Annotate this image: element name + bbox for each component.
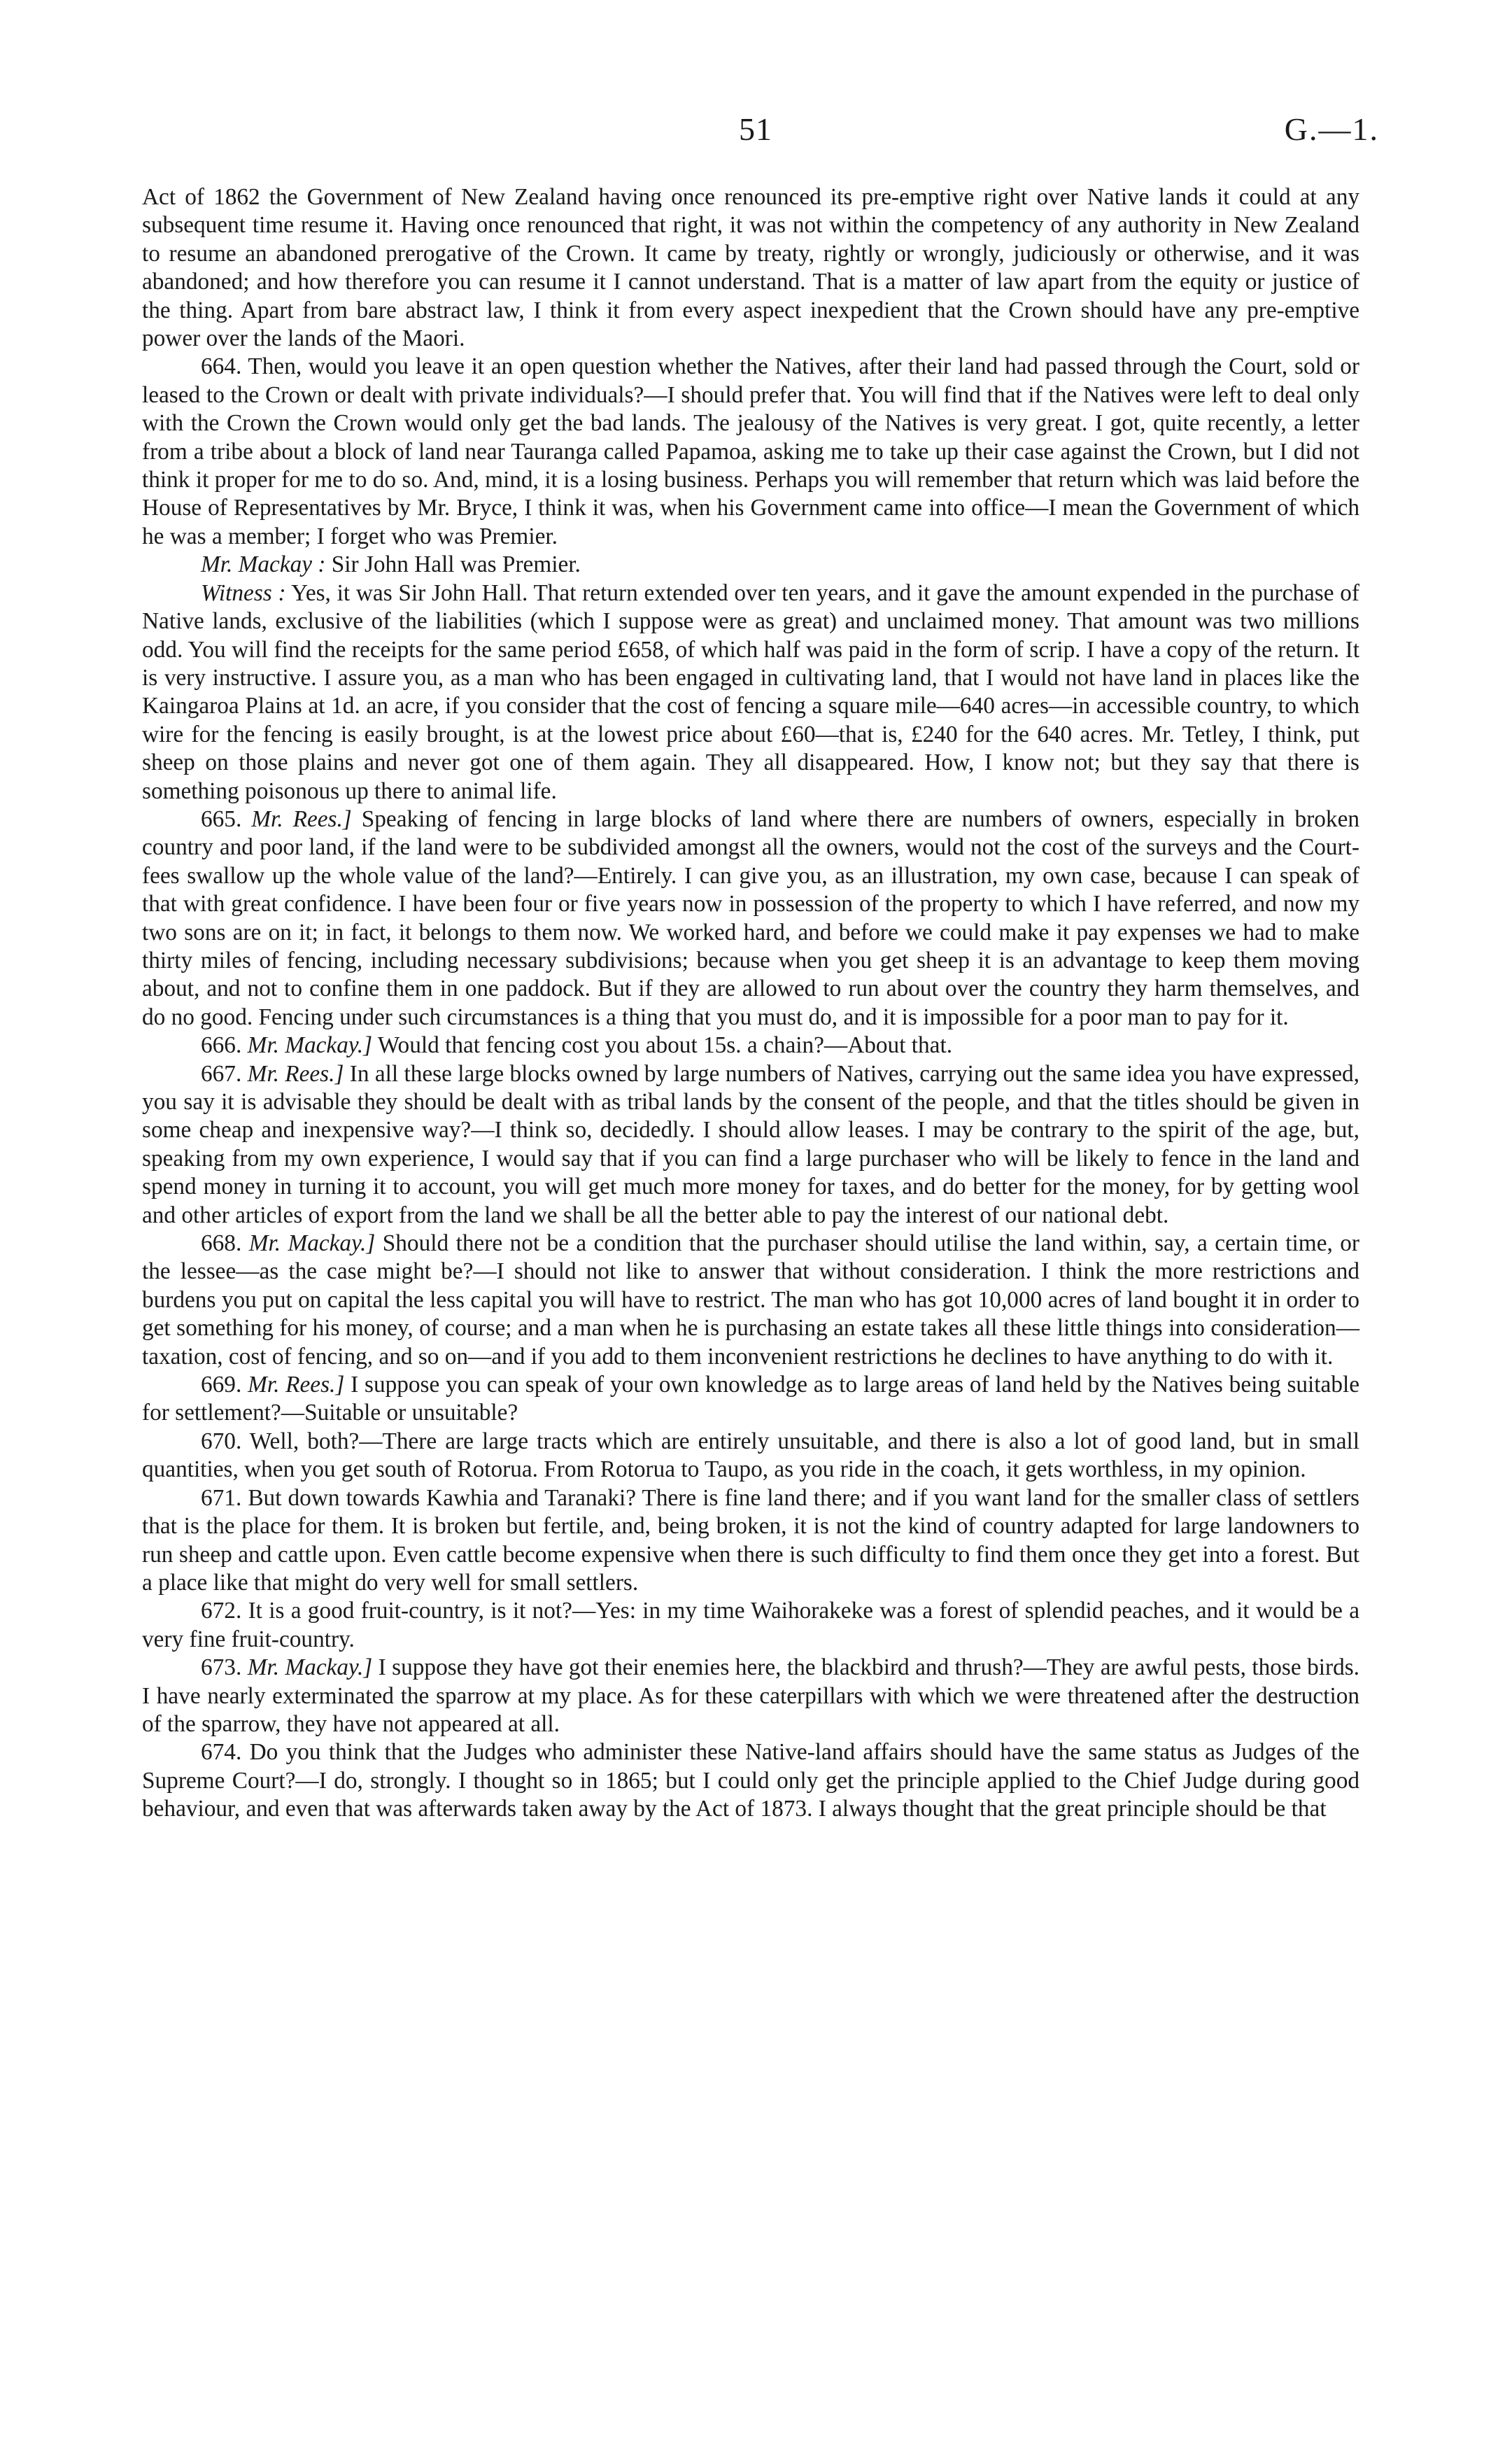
paragraph-text: I suppose you can speak of your own knowledge as to large areas of land held by the Natives being suitable for settlement?—Suitable or unsuitable? [142, 1372, 1360, 1426]
speaker-label: Witness : [201, 579, 286, 606]
paragraph-text: 671. But down towards Kawhia and Taranaki? There is fine land there; and if you want land for the smaller class of settlers that is the place for them. It is broken but fertile, and, being broken, it is not the kind of country adapted for large landowners to run sheep and cattle upon. Even cattle become expensive when there is such difficulty to find them once they get into a forest. But a place like that might do very well for small settlers. [142, 1484, 1359, 1596]
paragraph-text: Act of 1862 the Government of New Zealand having once renounced its pre-emptive right over Native lands it could at any subsequent time resume it. Having once renounced that right, it was not within the competency of any authority in New Zealand to resume an abandoned prerogative of the Crown. It came by treaty, rightly or wrongly, judiciously or otherwise, and it was abandoned; and how therefore you can resume it I cannot understand. That is a matter of law apart from the equity or justice of the thing. Apart from bare abstract law, I think it from every aspect inexpedient that the Crown should have any pre-emptive power over the lands of the Maori. [142, 184, 1359, 352]
question-674 [142, 1738, 1359, 1823]
question-number: 668. [201, 1230, 249, 1257]
speaker-label: Mr. Rees.] [251, 806, 352, 832]
question-number: 669. [201, 1372, 248, 1398]
question-number: 673. [201, 1654, 248, 1681]
question-665 [142, 806, 1359, 1032]
question-673 [142, 1654, 1359, 1738]
question-number: 666. [201, 1032, 248, 1059]
question-666 [142, 1032, 1359, 1060]
question-672 [142, 1597, 1359, 1654]
question-number: 665. [201, 806, 252, 832]
speaker-label: Mr. Mackay : [201, 551, 326, 578]
speaker-label: Mr. Rees.] [248, 1372, 345, 1398]
interjection-mackay [142, 551, 1359, 579]
paragraph-text: I suppose they have got their enemies here, the blackbird and thrush?—They are awful pests, those birds. I have nearly exterminated the sparrow at my place. As for these caterpillars with which we were threatened after the destruction of the sparrow, they have not appeared at all. [142, 1654, 1359, 1737]
paragraph-text: Should there not be a condition that the purchaser should utilise the land within, say, a certain time, or the lessee—as the case might be?—I should not like to answer that without consideration. I think the more restrictions and burdens you put on capital the less capital you will have to restrict. The man who has got 10,000 acres of land bought it in order to get something for his money, of course; and a man when he is purchasing an estate takes all these little things into consideration—taxation, cost of fencing, and so on—and if you add to them inconvenient restrictions he declines to have anything to do with it. [142, 1230, 1359, 1370]
question-667 [142, 1060, 1359, 1230]
question-669 [142, 1371, 1359, 1428]
body-text [142, 183, 1359, 1824]
paragraph-text: Yes, it was Sir John Hall. That return extended over ten years, and it gave the amount expended in the purchase of Native lands, exclusive of the liabilities (which I suppose were as great) and unclaimed money. That amount was two millions odd. You will find the receipts for the same period £658, of which half was paid in the form of scrip. I have a copy of the return. It is very instructive. I assure you, as a man who has been engaged in cultivating land, that I would not have land in places like the Kaingaroa Plains at 1d. an acre, if you consider that the cost of fencing a square mile—640 acres—in accessible country, to which wire for the fencing is easily brought, is at the lowest price about £60—that is, £240 for the 640 acres. Mr. Tetley, I think, put sheep on those plains and never got one of them again. They all disappeared. How, I know not; but they say that there is something poisonous up there to animal life. [142, 579, 1359, 804]
paragraph-text: In all these large blocks owned by large numbers of Natives, carrying out the same idea you have expressed, you say it is advisable they should be dealt with as tribal lands by the consent of the people, and that the titles should be given in some cheap and inexpensive way?—I think so, decidedly. I should allow leases. I may be contrary to the spirit of the age, but, speaking from my own experience, I would say that if you can find a large purchaser who will be likely to fence in the land and spend money in turning it to account, you will get much more money for taxes, and do better for the money, for by getting wool and other articles of export from the land we shall be all the better able to pay the interest of our national debt. [142, 1060, 1360, 1228]
paragraph-continuation [142, 183, 1359, 353]
question-671 [142, 1484, 1359, 1598]
series-code: G.—1. [1284, 111, 1379, 147]
paragraph-text: 664. Then, would you leave it an open question whether the Natives, after their land had passed through the Court, sold or leased to the Crown or dealt with private individuals?—I should prefer that. You will find that if the Natives were left to deal only with the Crown the Crown would only get the bad lands. The jealousy of the Natives is very great. I got, quite recently, a letter from a tribe about a block of land near Tauranga called Papamoa, asking me to take up their case against the Crown, but I did not think it proper for me to do so. And, mind, it is a losing business. Perhaps you will remember that return which was laid before the House of Representatives by Mr. Bryce, I think it was, when his Government came into office—I mean the Government of which he was a member; I forget who was Premier. [142, 353, 1359, 549]
question-664 [142, 353, 1359, 551]
question-668 [142, 1230, 1359, 1371]
page-number: 51 [739, 111, 772, 147]
paragraph-text: Would that fencing cost you about 15s. a chain?—About that. [372, 1032, 953, 1059]
question-number: 667. [201, 1060, 248, 1087]
speaker-label: Mr. Mackay.] [248, 1230, 376, 1257]
speaker-label: Mr. Rees.] [247, 1060, 344, 1087]
paragraph-text: 672. It is a good fruit-country, is it not?—Yes: in my time Waihorakeke was a forest of splendid peaches, and it would be a very fine fruit-country. [142, 1598, 1359, 1652]
witness-answer [142, 579, 1359, 806]
speaker-label: Mr. Mackay.] [247, 1032, 373, 1059]
paragraph-text: Sir John Hall was Premier. [325, 551, 581, 578]
paragraph-text: 674. Do you think that the Judges who administer these Native-land affairs should have the same status as Judges of the Supreme Court?—I do, strongly. I thought so in 1865; but I could only get the principle applied to the Chief Judge during good behaviour, and even that was afterwards taken away by the Act of 1873. I always thought that the great principle should be that [142, 1739, 1359, 1822]
speaker-label: Mr. Mackay.] [247, 1654, 373, 1681]
question-670 [142, 1428, 1359, 1484]
paragraph-text: Speaking of fencing in large blocks of land where there are numbers of owners, especially in broken country and poor land, if the land were to be subdivided amongst all the owners, would not the cost of the surveys and the Court-fees swallow up the whole value of the land?—Entirely. I can give you, as an illustration, my own case, because I can speak of that with great confidence. I have been four or five years now in possession of the property to which I have referred, and now my two sons are on it; in fact, it belongs to them now. We worked hard, and before we could make it pay expenses we had to make thirty miles of fencing, including necessary subdivisions; because when you get sheep it is an advantage to keep them moving about, and not to confine them in one paddock. But if they are allowed to run about over the country they harm themselves, and do no good. Fencing under such circumstances is a thing that you must do, and it is impossible for a poor man to pay for it. [142, 806, 1360, 1030]
paragraph-text: 670. Well, both?—There are large tracts which are entirely unsuitable, and there is also a lot of good land, but in small quantities, when you get south of Rotorua. From Rotorua to Taupo, as you ride in the coach, it gets worthless, in my opinion. [142, 1428, 1359, 1483]
